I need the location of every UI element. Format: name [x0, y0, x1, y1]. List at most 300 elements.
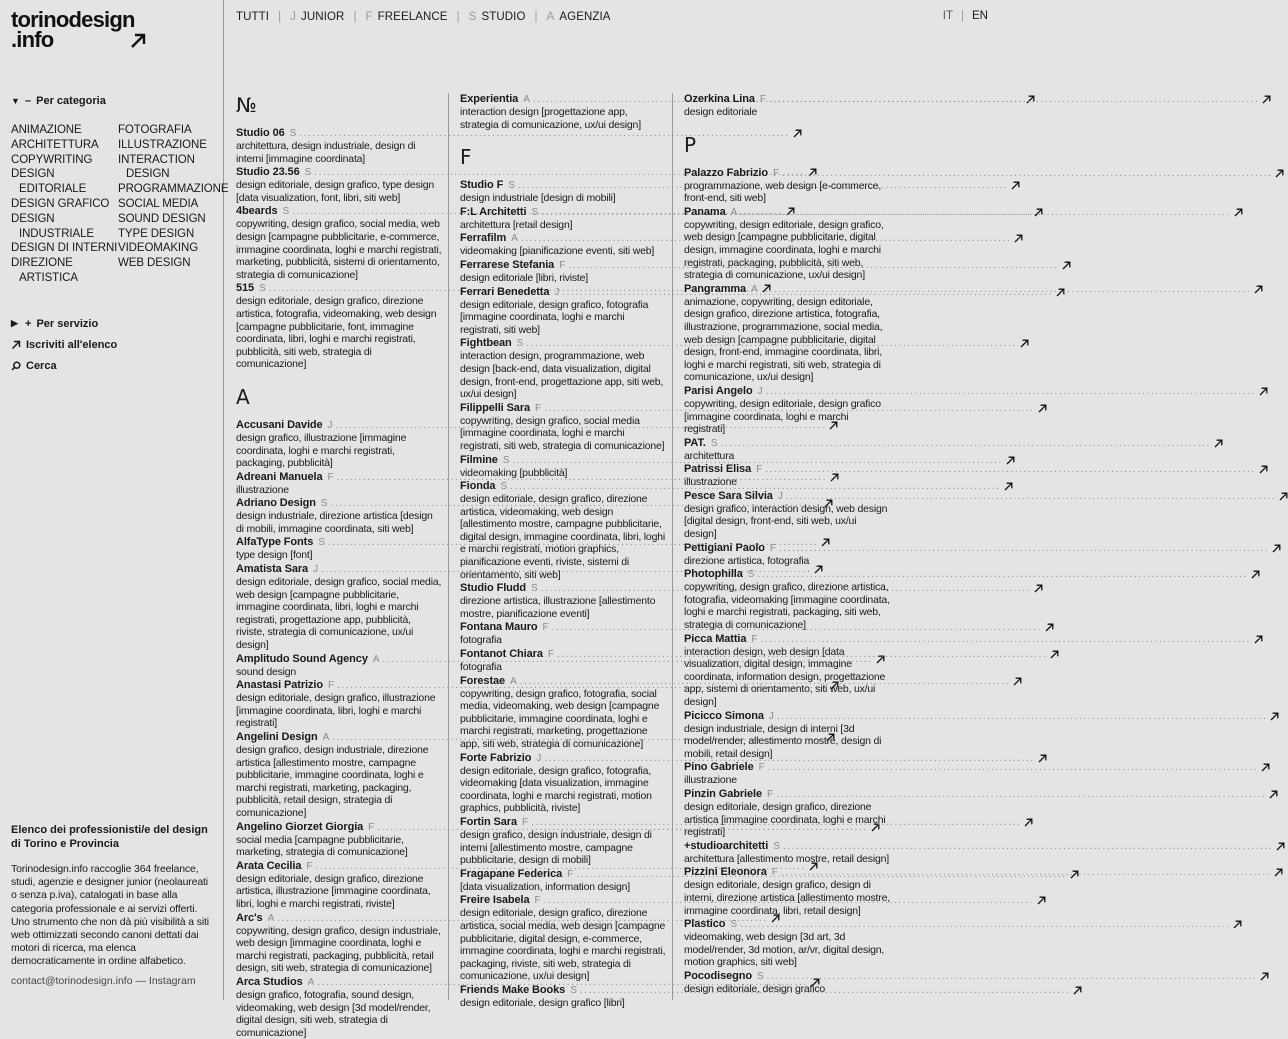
category-item-label: DESIGN	[11, 168, 55, 181]
entry-link[interactable]	[684, 437, 886, 450]
category-item[interactable]	[118, 241, 221, 256]
entry-link[interactable]	[236, 536, 438, 549]
entry-description: illustrazione	[684, 774, 737, 787]
arrow-up-right-icon	[1234, 208, 1243, 217]
category-column-right	[118, 123, 229, 286]
entry-link[interactable]	[236, 563, 438, 576]
category-item-label: SOUND DESIGN	[118, 212, 206, 225]
category-item[interactable]	[118, 227, 221, 242]
directory-entry	[460, 454, 686, 480]
arrow-up-right-icon	[1214, 439, 1223, 448]
entry-link[interactable]	[684, 970, 886, 983]
letter-heading: №	[236, 93, 257, 117]
entry-link[interactable]	[684, 866, 886, 879]
nav-item-label: FREELANCE	[377, 11, 448, 23]
entry-name: Fortin Sara	[460, 815, 517, 828]
entry-type-code: A	[510, 675, 517, 687]
arrow-up-right-icon	[1259, 387, 1268, 396]
entry-link[interactable]	[460, 648, 662, 661]
entry-link[interactable]	[460, 402, 662, 415]
dot-leader	[777, 710, 1267, 723]
entry-link[interactable]	[460, 984, 662, 997]
dot-leader	[768, 761, 1258, 774]
nav-item-label: JUNIOR	[301, 11, 345, 23]
directory-entry	[236, 471, 462, 497]
entry-link[interactable]	[460, 206, 662, 219]
dot-leader	[783, 840, 1273, 853]
instagram-link[interactable]: Instagram	[148, 975, 196, 987]
entry-name: Picca Mattia	[684, 632, 747, 645]
directory-entry	[684, 918, 910, 969]
entry-link[interactable]	[236, 731, 438, 744]
entry-name: Pinzin Gabriele	[684, 787, 762, 800]
entry-type-code: A	[372, 653, 380, 665]
directory-entry	[460, 480, 686, 581]
entry-name: Arca Studios	[236, 975, 303, 988]
entry-type-code: F	[567, 868, 574, 880]
entry-type-code: J	[536, 752, 542, 764]
category-item[interactable]	[118, 256, 221, 271]
entry-description: interaction design [progettazione app, strategia di comunicazione, ux/ui design]	[460, 106, 641, 131]
entry-type-code: S	[502, 454, 510, 466]
directory-entry	[236, 166, 462, 204]
search-link[interactable]	[11, 355, 221, 376]
entry-description: fotografia	[460, 661, 502, 674]
entry-name: Fontanot Chiara	[460, 648, 543, 661]
entry-description: type design [font]	[236, 549, 313, 562]
entry-description: fotografia	[460, 634, 502, 647]
entry-link[interactable]	[684, 918, 886, 931]
entry-description: copywriting, design grafico, design industriale, web design [immagine coordinata, loghi e marchi registrati, packaging, pubblicità, retail design, siti web, strategia di comunicazione]	[236, 924, 441, 975]
dot-leader	[781, 866, 1271, 879]
directory-entry	[684, 167, 910, 205]
entry-link[interactable]	[236, 976, 438, 989]
entry-name: Pizzini Eleonora	[684, 866, 767, 879]
entry-link[interactable]	[684, 710, 886, 723]
entry-name: 515	[236, 282, 255, 295]
arrow-up-right-icon	[1034, 584, 1043, 593]
directory-entry	[460, 984, 686, 1010]
lang-en[interactable]: EN	[972, 10, 988, 22]
entry-description: design editoriale, design grafico, direzione artistica, social media, web design [campagne pubblicitarie, digital design, e-commerce, immagine coordinata, loghi e marchi registrati, packaging, riviste, siti web, strategia di comunicazione, ux/ui design]	[460, 907, 666, 983]
entry-link[interactable]	[236, 282, 438, 295]
entry-description: design editoriale	[684, 106, 758, 118]
entry-name: Forte Fabrizio	[460, 751, 532, 764]
entry-type-code: S	[747, 569, 755, 581]
entry-link[interactable]	[460, 675, 662, 688]
arrow-up-right-icon	[1254, 285, 1263, 294]
arrow-up-right-icon	[1014, 234, 1023, 243]
entry-link[interactable]	[236, 679, 438, 692]
entry-name: Studio 06	[236, 127, 285, 139]
entry-description: copywriting, design grafico, fotografia, social media, videomaking, web design [campagne pubblicitarie, immagine coordinata, loghi e marchi registrati, marketing, progettazione app, siti web, strategia di comunicazione]	[460, 687, 660, 750]
entry-link[interactable]	[236, 653, 438, 666]
entry-description: design grafico, illustrazione [immagine coordinata, loghi e marchi registrati, packaging, pubblicità]	[236, 431, 407, 470]
directory-entry	[460, 752, 686, 815]
entry-link[interactable]	[460, 894, 662, 907]
dot-leader	[757, 568, 1247, 581]
directory-entry	[684, 788, 910, 839]
directory-entry	[460, 894, 686, 983]
entry-link[interactable]	[460, 337, 662, 350]
entry-link[interactable]	[236, 912, 438, 925]
directory-entry	[684, 206, 910, 282]
arrow-up-right-icon	[1262, 95, 1271, 104]
entry-description: videomaking, web design [3d art, 3d model/render, 3d motion, ar/vr, digital design, motion graphics, siti web]	[684, 931, 885, 969]
letter-heading: P	[684, 132, 697, 157]
entry-description: videomaking [pubblicità]	[460, 466, 568, 479]
entry-link[interactable]	[460, 752, 662, 765]
entry-description: architettura [retail design]	[460, 218, 573, 231]
entry-link[interactable]	[236, 127, 438, 140]
entry-name: F:L Architetti	[460, 205, 527, 218]
directory-entry	[236, 912, 462, 975]
arrow-up-right-icon	[1037, 896, 1046, 905]
directory-column-1	[236, 93, 462, 1039]
entry-description: copywriting, design editoriale, design grafico [immagine coordinata, loghi e marchi registrati]	[684, 397, 881, 436]
arrow-up-right-icon	[1050, 650, 1059, 659]
directory-entry	[684, 633, 910, 709]
directory-entry	[460, 816, 686, 867]
entry-type-code: S	[500, 481, 508, 493]
entry-description: design industriale, design di interni [3d model/render, allestimento mostre, design di mobili, retail design]	[684, 722, 882, 760]
nav-item-junior[interactable]	[290, 11, 344, 23]
entry-description: design editoriale, design grafico, fotografia, videomaking [data visualization, immagine coordinata, loghi e marchi registrati, motion graphics, pubblicità, riviste]	[460, 764, 652, 815]
category-item[interactable]	[11, 123, 118, 138]
entry-link[interactable]	[684, 206, 886, 219]
entry-type-code: F	[368, 821, 375, 833]
entry-type-code: J	[554, 286, 560, 298]
entry-type-code: S	[531, 206, 539, 218]
entry-type-code: S	[259, 283, 266, 295]
logo[interactable]	[11, 7, 151, 52]
category-item[interactable]	[11, 153, 118, 168]
footer-separator: —	[135, 975, 146, 987]
entry-name: Anastasi Patrizio	[236, 679, 323, 692]
entry-link[interactable]	[460, 286, 662, 299]
entry-link[interactable]	[460, 816, 662, 829]
entry-name: Ferrafilm	[460, 232, 507, 245]
entry-description: design editoriale, design grafico, direzione artistica, fotografia, videomaking, web design [campagne pubblicitarie, font, immagine coordinata, libri, loghi e marchi registrati, pubblicità, siti web, strategia di comunicazione]	[236, 295, 437, 371]
entry-type-code: F	[758, 762, 765, 774]
nav-item-studio[interactable]	[469, 11, 526, 23]
category-item-label: ARCHITETTURA	[11, 138, 99, 151]
entry-type-code: F	[766, 788, 774, 800]
directory-entry	[236, 976, 462, 1039]
entry-name: Pangramma	[684, 282, 747, 295]
entry-name: Studio F	[460, 179, 504, 192]
entry-link[interactable]	[684, 385, 886, 398]
arrow-up-right-icon	[1269, 790, 1278, 799]
directory-entry	[460, 179, 686, 205]
directory-entry	[236, 419, 462, 470]
entry-name: Parisi Angelo	[684, 384, 753, 397]
nav-item-agenzia[interactable]	[547, 11, 611, 23]
entry-description: copywriting, design grafico, social media [immagine coordinata, loghi e marchi registrati, siti web, strategia di comunicazione]	[460, 414, 665, 452]
directory-entry	[460, 648, 686, 674]
entry-link[interactable]	[684, 542, 886, 555]
directory-entry	[236, 205, 462, 281]
category-item[interactable]	[11, 197, 118, 212]
entry-link[interactable]	[460, 868, 662, 881]
entry-type-code: F	[759, 94, 766, 105]
email-link[interactable]: contact@torinodesign.info	[11, 975, 133, 987]
directory-entry	[236, 821, 462, 859]
entry-link[interactable]	[684, 490, 886, 503]
entry-description: design editoriale, design grafico, direzione artistica, illustrazione [immagine coordinata, libri, loghi e marchi registrati, riviste]	[236, 872, 431, 910]
category-item[interactable]	[118, 123, 221, 138]
nav-separator: |	[353, 11, 357, 23]
search-label: Cerca	[26, 359, 57, 372]
category-item[interactable]	[118, 212, 221, 227]
dot-leader	[740, 918, 1230, 931]
entry-type-code: J	[327, 419, 333, 431]
dot-leader	[720, 437, 1210, 450]
entry-name: Ferrarese Stefania	[460, 258, 555, 271]
entry-link[interactable]	[236, 419, 438, 432]
directory-entry	[684, 761, 910, 787]
arrow-up-right-icon	[1272, 544, 1281, 553]
entry-link[interactable]	[684, 167, 886, 180]
directory-entry	[684, 490, 910, 541]
nav-item-label: AGENZIA	[559, 11, 611, 23]
directory-entry	[236, 563, 462, 652]
entry-link[interactable]	[460, 582, 662, 595]
entry-description: social media [campagne pubblicitarie, marketing, strategia di comunicazione]	[236, 833, 408, 859]
directory-entry	[236, 731, 462, 820]
category-item[interactable]	[11, 138, 118, 153]
entry-description: copywriting, design grafico, social media, web design [campagne pubblicitarie, e-commerce, immagine coordinata, loghi e marchi registrati, marketing, pubblicità, sistemi di orientamento, strategia di comunicazione]	[236, 218, 442, 281]
category-item-label: SOCIAL MEDIA	[118, 197, 199, 210]
entry-description: copywriting, design grafico, direzione artistica, fotografia, videomaking [immagine coordinata, loghi e marchi registrati, packaging, siti web, strategia di comunicazione]	[684, 581, 890, 632]
entry-name: Plastico	[684, 918, 726, 931]
category-filter	[11, 94, 229, 286]
directory-entry	[684, 866, 910, 917]
directory-entry	[684, 93, 910, 119]
entry-link[interactable]	[684, 93, 886, 106]
service-filter-label: Per servizio	[36, 317, 99, 330]
entry-type-code: A	[511, 233, 518, 245]
entry-type-code: J	[777, 490, 783, 502]
arrow-up-right-icon	[1261, 763, 1270, 772]
category-item[interactable]	[118, 138, 221, 153]
directory-entry	[684, 542, 910, 568]
entry-type-code: F	[534, 895, 541, 907]
category-item[interactable]	[11, 256, 118, 286]
arrow-up-right-icon	[1013, 677, 1022, 686]
entry-link[interactable]	[460, 454, 662, 467]
directory-entry	[684, 385, 910, 436]
entry-type-code: A	[730, 206, 738, 218]
entry-name: Adriano Design	[236, 497, 316, 510]
entry-type-code: F	[771, 867, 778, 879]
about-title: Elenco dei professionisti/e del design di Torino e Provincia	[11, 824, 208, 850]
entry-type-code: F	[327, 680, 335, 692]
category-item-label: COPYWRITING	[11, 153, 93, 166]
category-item-label: ILLUSTRAZIONE	[118, 138, 207, 151]
logo-line-1: torinodesign	[11, 7, 135, 32]
entry-description: [data visualization, information design]	[460, 880, 631, 893]
entry-name: +studioarchitetti	[684, 839, 769, 852]
triangle-down-icon: ▼	[11, 96, 20, 106]
entry-type-code: S	[773, 840, 780, 852]
entry-name: Palazzo Fabrizio	[684, 166, 768, 179]
nav-item-freelance[interactable]	[366, 11, 448, 23]
nav-item-label: TUTTI	[236, 11, 270, 23]
entry-type-code: A	[267, 912, 275, 924]
category-list	[11, 123, 229, 286]
entry-link[interactable]	[236, 821, 438, 834]
entry-name: Panama	[684, 205, 726, 218]
directory-entry	[460, 582, 686, 620]
entry-link[interactable]	[460, 621, 662, 634]
entry-link[interactable]	[684, 633, 886, 646]
entry-name: Filmine	[460, 453, 498, 466]
entry-type-code: F	[772, 167, 780, 179]
entry-type-code: S	[516, 338, 524, 350]
entry-link[interactable]	[684, 283, 886, 296]
directory-entry	[236, 653, 462, 679]
entry-link[interactable]	[236, 860, 438, 873]
entry-type-code: S	[730, 919, 738, 931]
entry-type-code: F	[535, 402, 542, 414]
arrow-up-right-icon	[1254, 635, 1263, 644]
entry-link[interactable]	[236, 166, 438, 179]
entry-description: design editoriale, design grafico	[684, 982, 826, 995]
service-filter-toggle[interactable]	[11, 313, 221, 334]
entry-name: Forestae	[460, 674, 506, 687]
entry-name: Pettigiani Paolo	[684, 541, 765, 554]
entry-link[interactable]	[684, 463, 886, 476]
category-filter-label: Per categoria	[36, 95, 106, 107]
category-item-label: FOTOGRAFIA	[118, 124, 192, 136]
directory-entry	[684, 437, 910, 463]
entry-name: Fightbean	[460, 337, 512, 350]
entry-type-code: F	[751, 633, 758, 645]
search-icon	[11, 361, 21, 371]
entry-type-code: J	[313, 564, 319, 576]
entry-description: design editoriale, design grafico [libri]	[460, 996, 625, 1009]
entry-name: Pino Gabriele	[684, 761, 754, 774]
dot-leader	[765, 463, 1255, 476]
directory-entry	[460, 402, 686, 453]
entry-description: interaction design, programmazione, web design [back-end, data visualization, digital design, front-end, progettazione app, siti web, ux/ui design]	[460, 350, 664, 401]
arrow-up-right-icon	[1275, 169, 1284, 178]
category-item-label: DESIGN	[11, 212, 55, 225]
entry-type-code: A	[322, 732, 330, 743]
entry-name: Freire Isabela	[460, 894, 530, 907]
category-item[interactable]	[11, 241, 118, 256]
category-filter-toggle[interactable]	[11, 94, 221, 108]
category-item-label: WEB DESIGN	[118, 257, 191, 270]
entry-description: sound design	[236, 665, 297, 678]
entry-description: design editoriale, design grafico, illustrazione [immagine coordinata, libri, loghi e marchi registrati]	[236, 692, 436, 730]
entry-link[interactable]	[460, 179, 662, 192]
entry-link[interactable]	[684, 788, 886, 801]
entry-description: architettura [allestimento mostre, retail design]	[684, 852, 889, 865]
triangle-right-icon: ▶	[11, 318, 18, 328]
entry-name: Angelini Design	[236, 731, 318, 743]
dot-leader	[761, 283, 1251, 296]
entry-description: design editoriale, design grafico, design di interni, direzione artistica [allestimento mostre, immagine coordinata, libri, retail design]	[684, 879, 890, 917]
arrow-up-right-icon	[1233, 920, 1242, 929]
entry-link[interactable]	[684, 761, 886, 774]
nav-item-tutti[interactable]	[236, 11, 269, 23]
lang-separator: |	[961, 10, 965, 22]
arrow-up-right-icon	[1270, 712, 1279, 721]
directory-entry	[460, 206, 686, 232]
arrow-up-right-icon	[1260, 972, 1269, 981]
dot-leader	[779, 542, 1269, 555]
entry-link[interactable]	[460, 232, 662, 245]
entry-link[interactable]	[684, 568, 886, 581]
category-item[interactable]	[11, 167, 118, 197]
arrow-up-right-icon	[129, 32, 147, 50]
entry-link[interactable]	[460, 259, 662, 272]
arrow-up-right-icon	[1011, 181, 1020, 190]
entry-description: illustrazione	[684, 476, 737, 489]
entry-link[interactable]	[460, 93, 662, 106]
arrow-up-right-icon	[1279, 492, 1288, 501]
sidebar-links	[11, 313, 221, 376]
category-item-label: DIREZIONE	[11, 257, 73, 270]
arrow-up-right-icon	[1024, 818, 1033, 827]
entry-link[interactable]	[460, 480, 662, 493]
entry-link[interactable]	[236, 205, 438, 218]
entry-description: interaction design, web design [data visualization, digital design, immagine coordinata, information design, progettazione app, sistemi di orientamento, siti web, ux/ui design]	[684, 645, 886, 708]
nav-item-label: STUDIO	[481, 11, 526, 23]
entry-name: Arc's	[236, 911, 263, 924]
category-item-label: DESIGN DI INTERNI	[11, 242, 118, 255]
lang-it[interactable]: IT	[942, 10, 954, 22]
entry-type-code: F	[521, 816, 529, 828]
entry-type-code: S	[320, 498, 328, 510]
arrow-up-right-icon	[1045, 623, 1054, 632]
directory-entry	[684, 840, 910, 866]
entry-name: Ferrari Benedetta	[460, 285, 550, 298]
contact-footer	[11, 975, 196, 987]
directory-column-2	[460, 93, 686, 1009]
arrow-up-right-icon	[1073, 986, 1082, 995]
entry-link[interactable]	[236, 471, 438, 484]
entry-link[interactable]	[684, 840, 886, 853]
directory-entry	[236, 536, 462, 562]
category-item[interactable]	[118, 182, 229, 197]
subscribe-link[interactable]	[11, 334, 221, 355]
category-item-label: ANIMAZIONE	[11, 124, 82, 136]
category-item[interactable]	[118, 197, 221, 212]
entry-name: Fionda	[460, 480, 496, 493]
entry-type-code: A	[751, 283, 758, 295]
entry-description: videomaking [pianificazione eventi, siti web]	[460, 245, 655, 258]
entry-name: Arata Cecilia	[236, 859, 302, 872]
category-item[interactable]	[118, 153, 221, 183]
entry-type-code: F	[306, 860, 313, 872]
category-item-label: INDUSTRIALE	[19, 227, 94, 240]
entry-link[interactable]	[236, 497, 438, 510]
plus-icon: +	[25, 317, 32, 330]
directory-entry	[236, 860, 462, 911]
entry-type-code: F	[559, 259, 566, 271]
category-item[interactable]	[11, 212, 118, 242]
entry-description: design editoriale, design grafico, direzione artistica, videomaking, web design [allestimento mostre, campagne pubblicitarie, digital design, immagine coordinata, libri, loghi e marchi registrati, motion graphics, pianificazione eventi, riviste, sistemi di orientamento, siti web]	[460, 493, 665, 581]
directory-entry	[460, 621, 686, 647]
entry-name: 4beards	[236, 205, 278, 218]
entry-description: design grafico, design industriale, design di interni [allestimento mostre, campagne pubblicitarie, design di mobili]	[460, 828, 652, 867]
directory-entry	[460, 232, 686, 258]
entry-type-code: S	[710, 437, 718, 449]
about-text: Torinodesign.info raccoglie 364 freelance, studi, agenzie e designer junior (neolaureati o senza p.iva), catalogati in base alla categoria professionale e ai servizi offerti. Uno strumento che non dà più visibilità a siti web ottimizzati secondo canoni dettati dai motori di ricerca, ma elenca democraticamente in ordine alfabetico.	[11, 863, 209, 968]
